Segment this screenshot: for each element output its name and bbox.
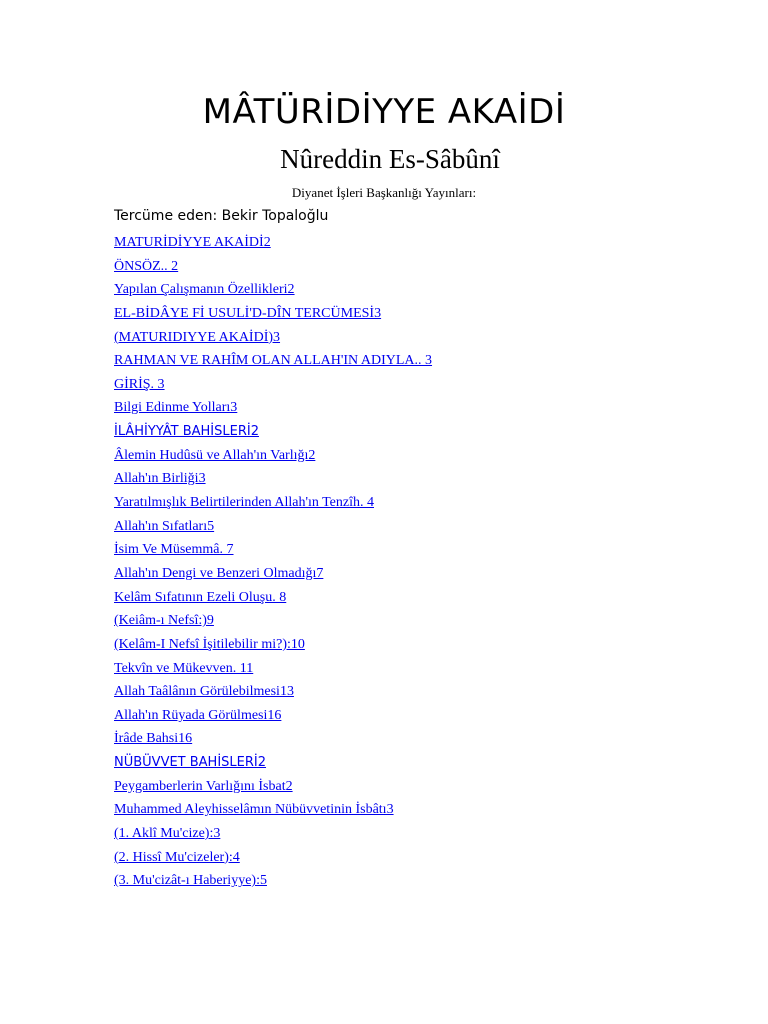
translator-line: Tercüme eden: Bekir Topaloğlu [114, 208, 329, 224]
toc-item [114, 823, 432, 847]
toc-item [114, 256, 432, 280]
toc-link[interactable]: Bilgi Edinme Yolları3 [114, 400, 238, 416]
toc-link[interactable]: NÜBÜVVET BAHİSLERİ2 [114, 755, 267, 771]
toc-link[interactable]: (1. Aklî Mu'cize):3 [114, 826, 221, 842]
toc-item [114, 350, 432, 374]
toc-link[interactable]: Yaratılmışlık Belirtilerinden Allah'ın Tenzîh. 4 [114, 495, 374, 511]
toc-item [114, 752, 432, 776]
toc-link[interactable]: Allah'ın Dengi ve Benzeri Olmadığı7 [114, 565, 324, 581]
toc-link[interactable]: Peygamberlerin Varlığını İsbat2 [114, 778, 293, 794]
toc-item [114, 279, 432, 303]
toc-item [114, 776, 432, 800]
author-name: Nûreddin Es-Sâbûnî [280, 144, 500, 174]
toc-link[interactable]: İrâde Bahsi16 [114, 731, 193, 747]
toc-item [114, 847, 432, 871]
toc-link[interactable]: Allah Taâlânın Görülebilmesi13 [114, 684, 294, 700]
toc-link[interactable]: Allah'ın Rüyada Görülmesi16 [114, 707, 282, 723]
toc-item [114, 421, 432, 445]
toc-link[interactable]: Yapılan Çalışmanın Özellikleri2 [114, 282, 295, 298]
toc-item [114, 468, 432, 492]
toc-item [114, 799, 432, 823]
toc-item [114, 303, 432, 327]
toc-item [114, 728, 432, 752]
toc-item [114, 516, 432, 540]
toc-link[interactable]: Muhammed Aleyhisselâmın Nübüvvetinin İsbâtı3 [114, 802, 394, 818]
toc-link[interactable]: EL-BİDÂYE Fİ USULİ'D-DÎN TERCÜMESİ3 [114, 305, 382, 321]
toc-item [114, 445, 432, 469]
toc-link[interactable]: RAHMAN VE RAHÎM OLAN ALLAH'IN ADIYLA.. 3 [114, 353, 433, 369]
toc-item [114, 870, 432, 894]
toc-item [114, 397, 432, 421]
toc-item [114, 705, 432, 729]
toc-link[interactable]: Âlemin Hudûsü ve Allah'ın Varlığı2 [114, 447, 316, 463]
toc-item [114, 327, 432, 351]
toc-link[interactable]: İsim Ve Müsemmâ. 7 [114, 542, 234, 558]
toc-item [114, 658, 432, 682]
toc-link[interactable]: (Kelâm-I Nefsî İşitilebilir mi?):10 [114, 636, 305, 652]
document-title: MÂTÜRİDİYYE AKAİDİ [202, 92, 566, 132]
toc-link[interactable]: (Keiâm-ı Nefsî:)9 [114, 613, 214, 629]
toc-link[interactable]: GİRİŞ. 3 [114, 376, 165, 392]
toc-item [114, 634, 432, 658]
toc-item [114, 492, 432, 516]
toc-link[interactable]: MATURİDİYYE AKAİDİ2 [114, 235, 271, 250]
toc-item [114, 610, 432, 634]
toc-item [114, 232, 432, 256]
toc-link[interactable]: (3. Mu'cizât-ı Haberiyye):5 [114, 873, 267, 889]
publisher-line: Diyanet İşleri Başkanlığı Yayınları: [291, 185, 477, 200]
toc-link[interactable]: İLÂHİYYÂT BAHİSLERİ2 [114, 424, 259, 440]
toc-item [114, 563, 432, 587]
toc-link[interactable]: ÖNSÖZ.. 2 [114, 258, 179, 274]
table-of-contents [114, 232, 432, 894]
toc-item [114, 587, 432, 611]
toc-link[interactable]: (MATURIDIYYE AKAİDİ)3 [114, 329, 281, 345]
toc-item [114, 681, 432, 705]
toc-link[interactable]: Kelâm Sıfatının Ezeli Oluşu. 8 [114, 589, 287, 605]
toc-link[interactable]: Tekvîn ve Mükevven. 11 [114, 660, 254, 676]
toc-link[interactable]: Allah'ın Birliği3 [114, 471, 206, 487]
toc-item [114, 374, 432, 398]
toc-item [114, 539, 432, 563]
toc-link[interactable]: Allah'ın Sıfatları5 [114, 518, 215, 534]
toc-link[interactable]: (2. Hissî Mu'cizeler):4 [114, 849, 240, 865]
